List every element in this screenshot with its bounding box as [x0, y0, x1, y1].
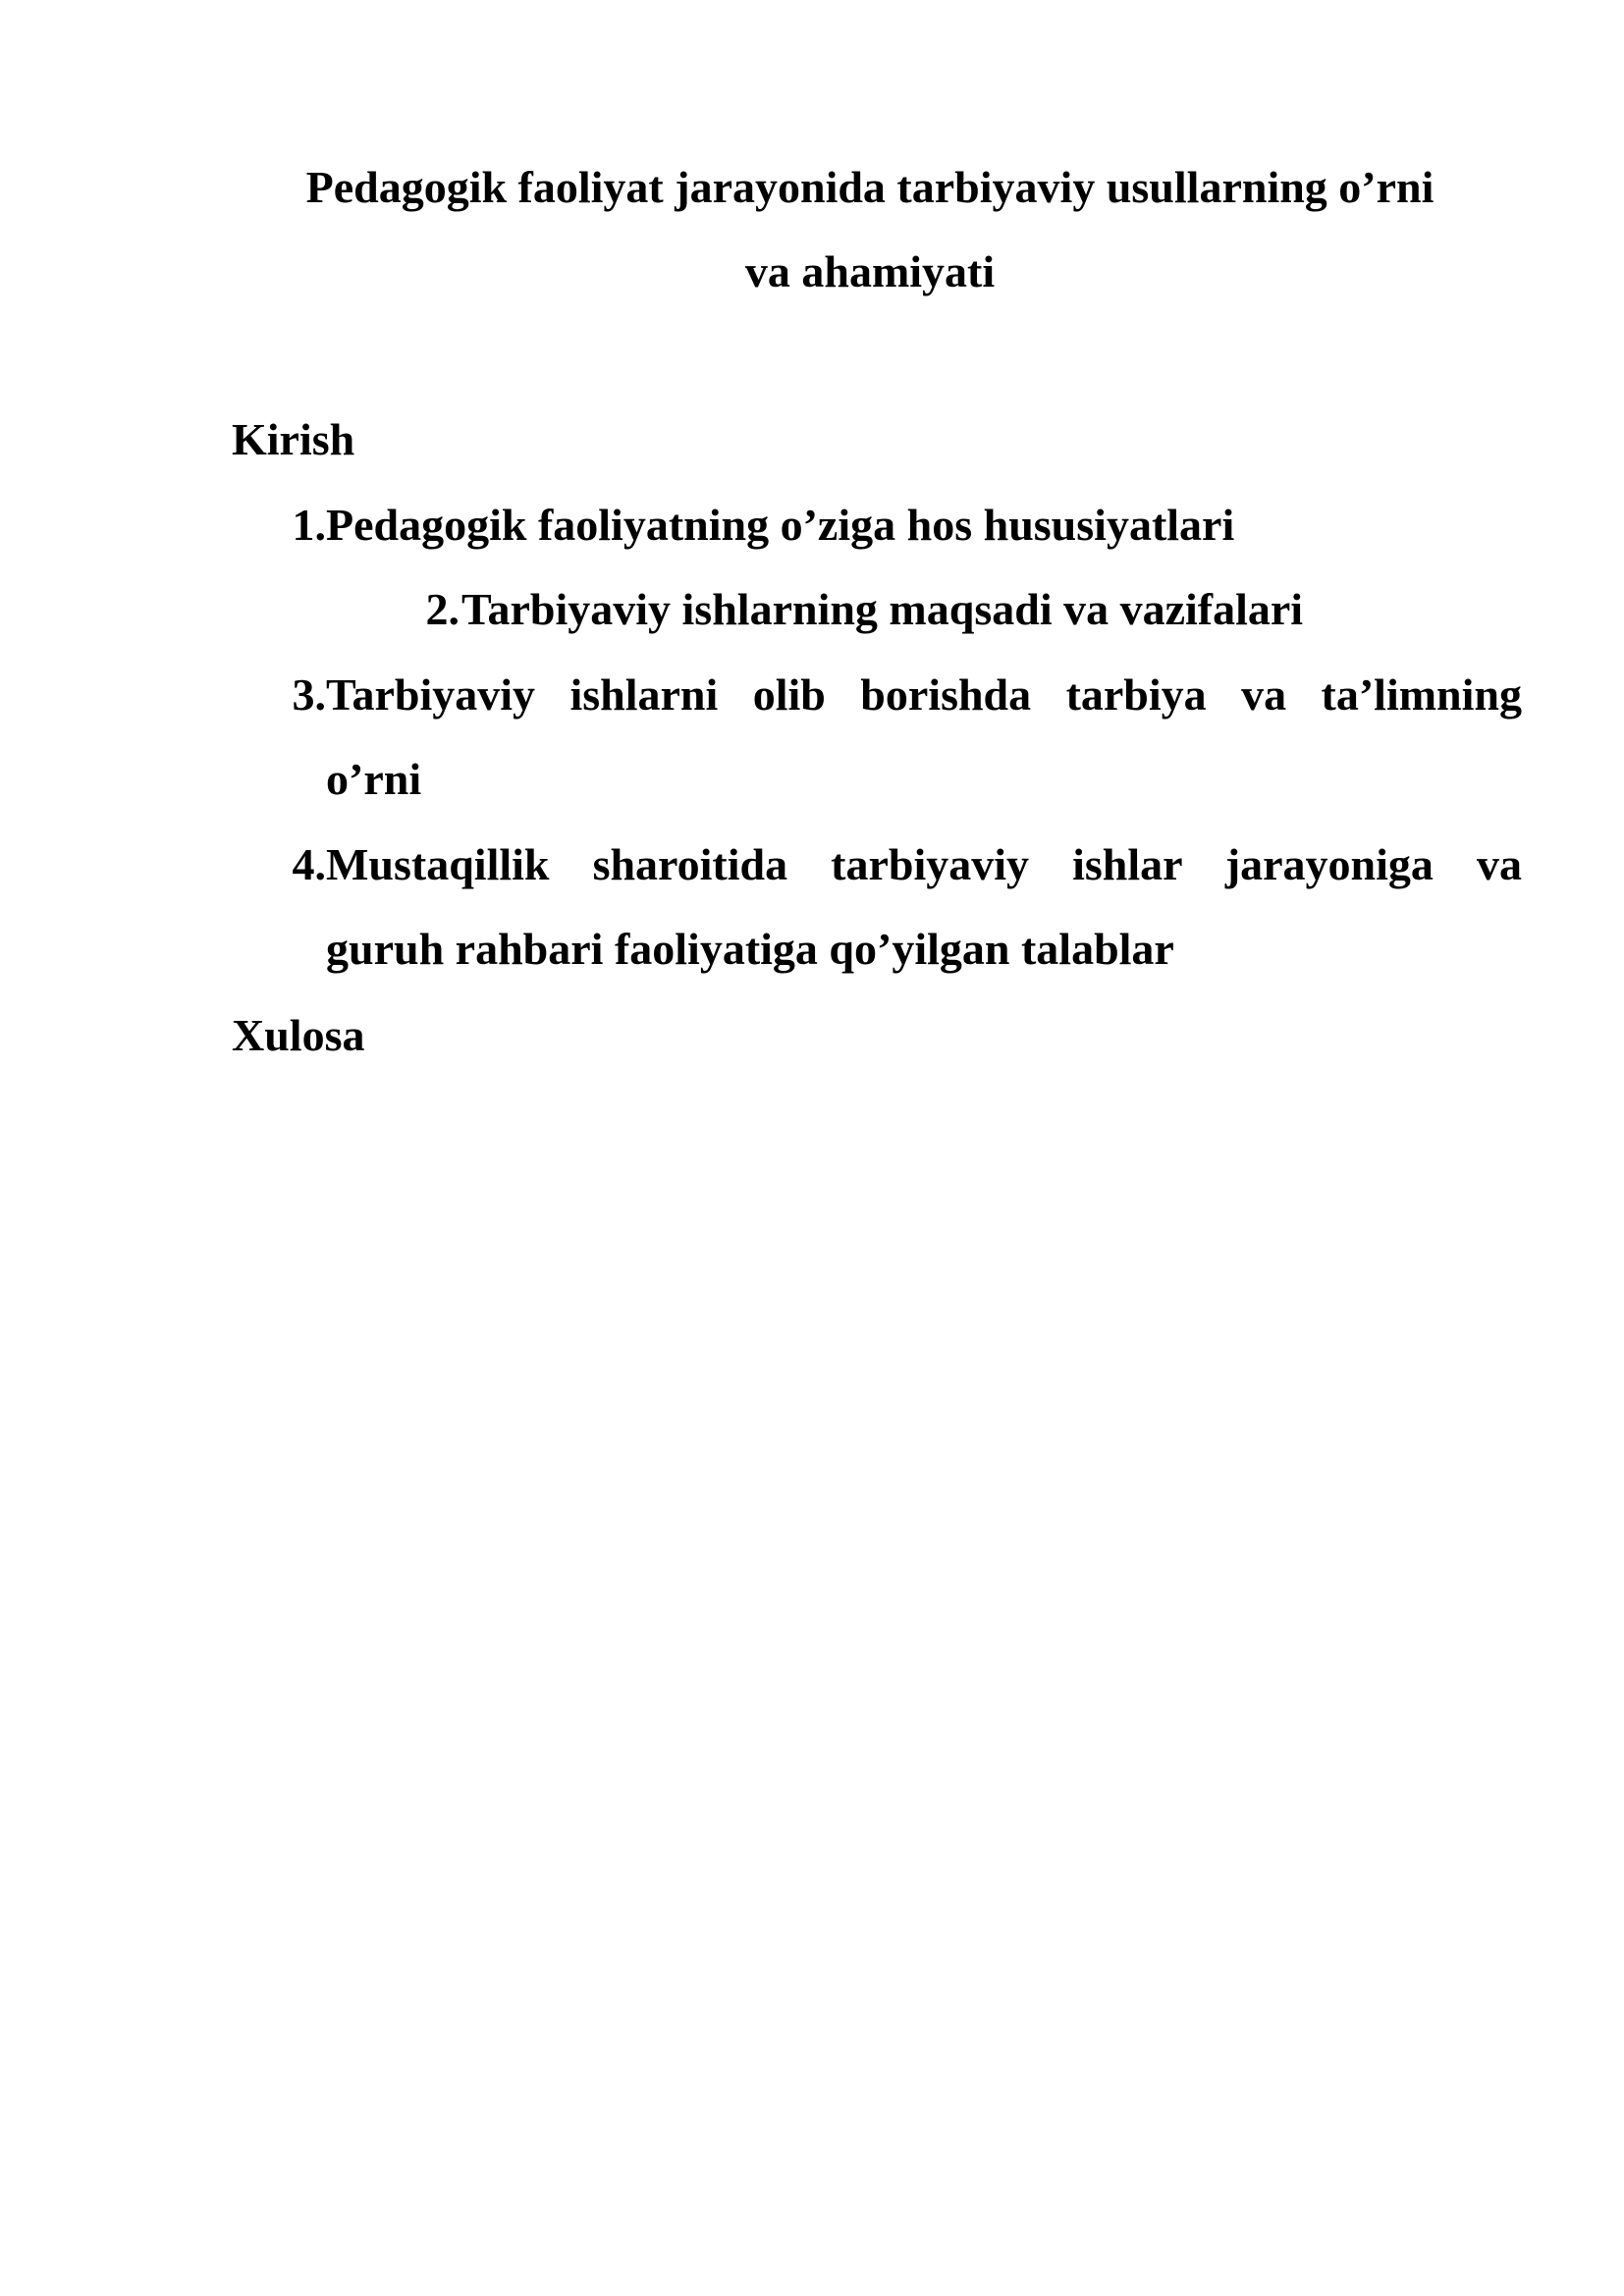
toc-item-number: 1.: [292, 500, 326, 550]
toc-item-1: [277, 483, 1308, 567]
toc-item-number: 2.: [425, 584, 460, 634]
toc-item-text-line-2: o’rni: [326, 754, 422, 804]
toc-item-text: Pedagogik faoliyatning o’ziga hos hususiyatlari: [326, 500, 1235, 550]
toc-item-text: [326, 823, 1522, 991]
toc-item-text: [326, 653, 1522, 822]
toc-item-3: [277, 653, 1522, 822]
toc-item-number: 4.: [292, 839, 326, 889]
title-line-1: Pedagogik faoliyat jarayonida tarbiyaviy usullarning o’rni: [305, 162, 1435, 212]
toc-item-4: [277, 823, 1522, 991]
document-title: [232, 145, 1508, 314]
toc-item-text-line-1: Mustaqillik sharoitida tarbiyaviy ishlar jarayoniga va: [326, 839, 1522, 889]
toc-item-text-line-1: Tarbiyaviy ishlarni olib borishda tarbiya va ta’limning: [326, 669, 1522, 720]
toc-item-text-line-2: guruh rahbari faoliyatiga qo’yilgan talablar: [326, 924, 1174, 974]
toc-item-number: 3.: [292, 669, 326, 720]
intro-heading: Kirish: [232, 414, 355, 464]
title-line-2: va ahamiyati: [744, 246, 996, 296]
toc-item-2: [410, 567, 1392, 652]
toc-item-text: Tarbiyaviy ishlarning maqsadi va vazifalari: [461, 584, 1304, 634]
conclusion-heading: Xulosa: [232, 1010, 365, 1060]
